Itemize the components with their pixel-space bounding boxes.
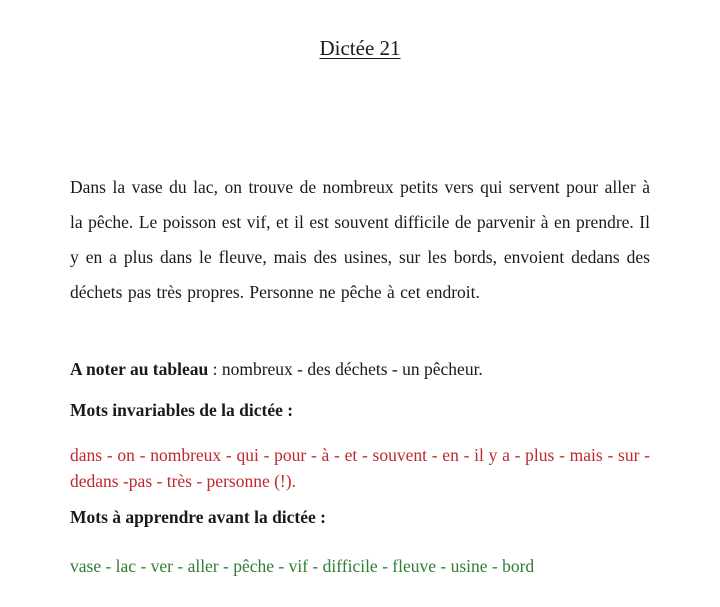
page-title: Dictée 21: [319, 36, 401, 60]
board-note-text: : nombreux - des déchets - un pêcheur.: [208, 359, 483, 379]
board-note-label: A noter au tableau: [70, 359, 209, 379]
words-to-learn-heading: Mots à apprendre avant la dictée :: [70, 507, 326, 527]
board-note: [70, 359, 483, 380]
dictation-paragraph: Dans la vase du lac, on trouve de nombreux petits vers qui servent pour aller à la pêche. Le poisson est vif, et il est souvent difficile de parvenir à en prendre. Il y en a plus dans le fleuve, mais des usines, sur les bords, envoient dedans des déchets pas très propres. Personne ne pêche à cet endroit.: [70, 177, 650, 302]
words-to-learn-list: vase - lac - ver - aller - pêche - vif - difficile - fleuve - usine - bord: [70, 556, 535, 576]
invariable-words-heading: Mots invariables de la dictée :: [70, 400, 294, 420]
invariable-words-list: dans - on - nombreux - qui - pour - à - et - souvent - en - il y a - plus - mais - sur - dedans -pas - très - personne (!).: [70, 445, 650, 491]
